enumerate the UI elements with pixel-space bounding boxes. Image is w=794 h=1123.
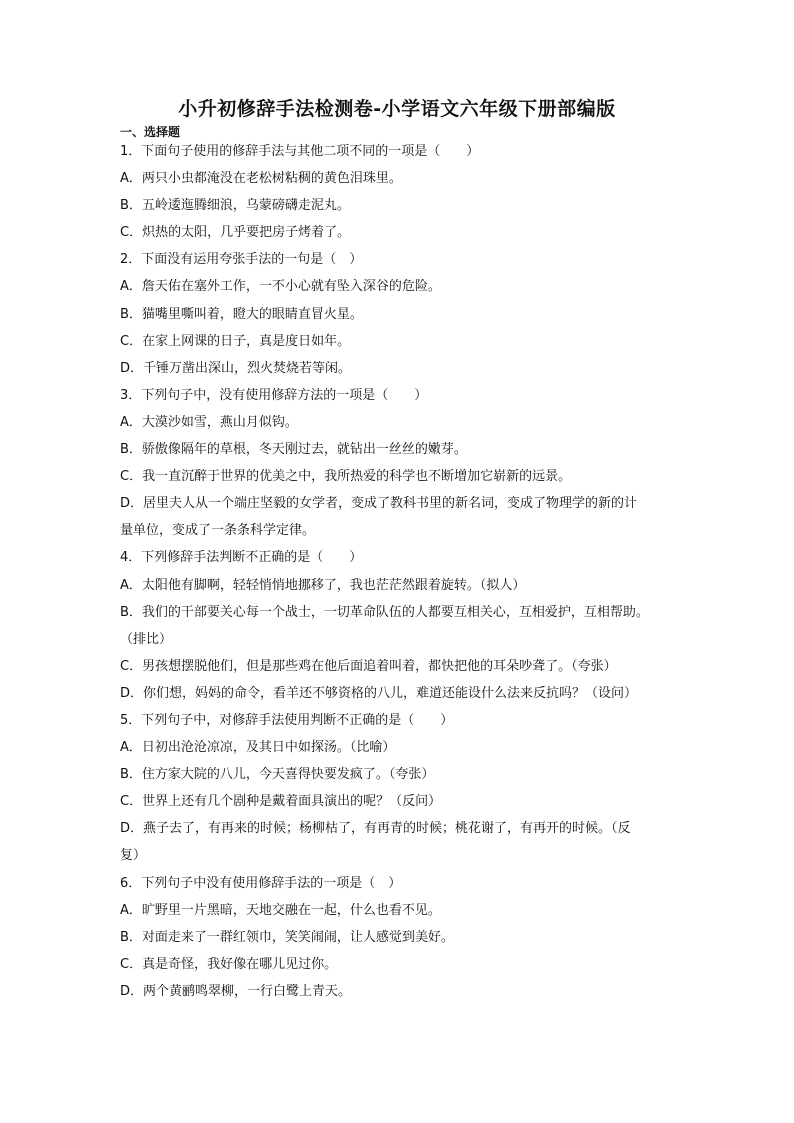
option-line: A．大漠沙如雪，燕山月似钩。 (120, 414, 298, 430)
option-line: D．你们想，妈妈的命令，看羊还不够资格的八儿，难道还能设什么法来反抗吗？（设问） (120, 685, 638, 701)
option-line: A．两只小虫都淹没在老松树粘稠的黄色泪珠里。 (120, 171, 402, 187)
option-line: B．住方家大院的八儿，今天喜得快要发疯了。（夸张） (120, 767, 435, 783)
question-6-stem: 6．下列句子中没有使用修辞手法的一项是（ ） (120, 875, 402, 891)
question-4-stem: 4．下列修辞手法判断不正确的是（ ） (120, 550, 363, 566)
option-line: C．在家上网课的日子，真是度日如年。 (120, 333, 351, 349)
question-5-stem: 5．下列句子中，对修辞手法使用判断不正确的是（ ） (120, 712, 454, 728)
option-line: C．男孩想摆脱他们，但是那些鸡在他后面追着叫着，都快把他的耳朵吵聋了。（夸张） (120, 658, 617, 674)
option-line: C．世界上还有几个剧种是戴着面具演出的呢？（反问） (120, 794, 442, 810)
option-line: A．日初出沧沧凉凉，及其日中如探汤。（比喻） (120, 740, 396, 756)
page-title: 小升初修辞手法检测卷-小学语文六年级下册部编版 (178, 98, 616, 120)
option-line: D．居里夫人从一个端庄坚毅的女学者，变成了教科书里的新名词，变成了物理学的新的计 (120, 496, 638, 512)
option-line: B．我们的干部要关心每一个战士，一切革命队伍的人都要互相关心，互相爱护，互相帮助。 (120, 604, 649, 620)
question-1-stem: 1．下面句子使用的修辞手法与其他二项不同的一项是（ ） (120, 144, 480, 159)
option-line-continued: （排比） (120, 631, 173, 647)
option-line: B．五岭逶迤腾细浪，乌蒙磅礴走泥丸。 (120, 198, 350, 214)
option-line: D．燕子去了，有再来的时候；杨柳枯了，有再青的时候；桃花谢了，有再开的时候。（反 (120, 821, 631, 837)
option-line: D．千锤万凿出深山，烈火焚烧若等闲。 (120, 360, 352, 376)
option-line: B．猫嘴里嘶叫着，瞪大的眼睛直冒火星。 (120, 306, 363, 322)
question-2-stem: 2．下面没有运用夸张手法的一句是（ ） (120, 252, 363, 268)
option-line-continued: 量单位，变成了一条条科学定律。 (120, 523, 316, 539)
option-line: B．骄傲像隔年的草根，冬天刚过去，就钻出一丝丝的嫩芽。 (120, 442, 467, 458)
option-line: C．真是奇怪，我好像在哪儿见过你。 (120, 956, 338, 972)
question-3-stem: 3．下列句子中，没有使用修辞方法的一项是（ ） (120, 387, 428, 403)
option-line: C．炽热的太阳，几乎要把房子烤着了。 (120, 225, 351, 241)
option-line: A．詹天佑在塞外工作，一不小心就有坠入深谷的危险。 (120, 279, 441, 295)
option-line: A．旷野里一片黑暗，天地交融在一起，什么也看不见。 (120, 902, 441, 918)
option-line: B．对面走来了一群红领巾，笑笑闹闹，让人感觉到美好。 (120, 929, 454, 945)
option-line: D．两个黄鹂鸣翠柳，一行白鹭上青天。 (120, 983, 352, 999)
option-line: C．我一直沉醉于世界的优美之中，我所热爱的科学也不断增加它崭新的远景。 (120, 469, 572, 485)
option-line: A．太阳他有脚啊，轻轻悄悄地挪移了，我也茫茫然跟着旋转。（拟人） (120, 577, 526, 593)
option-line-continued: 复） (120, 848, 147, 864)
section-heading: 一、选择题 (120, 125, 181, 139)
question-list (120, 138, 698, 1005)
